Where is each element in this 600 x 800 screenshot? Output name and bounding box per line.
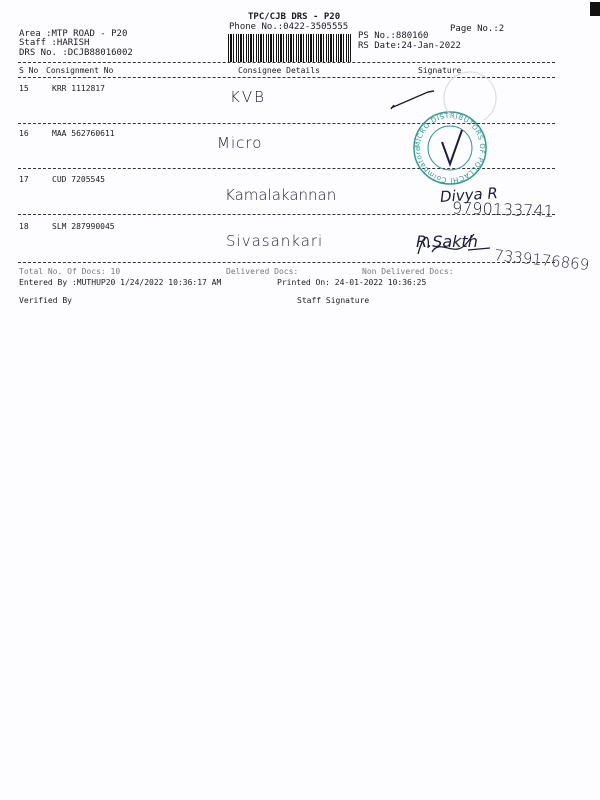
row-consignment: SLM 287990045	[52, 222, 115, 231]
column-header-consignment: Consignment No	[46, 66, 114, 75]
row-consignee-handwritten: Sivasankari	[226, 232, 324, 250]
verified-by-label: Verified By	[19, 296, 72, 305]
column-header-signature: Signature	[418, 66, 462, 75]
signature-scribble	[414, 228, 494, 260]
row-consignee-handwritten: KVB	[230, 88, 266, 106]
non-delivered-docs: Non Delivered Docs:	[362, 267, 454, 276]
divider	[18, 214, 555, 215]
company-stamp	[410, 108, 490, 188]
row-sno: 18	[19, 222, 29, 231]
entered-by: Entered By :MUTHUP20 1/24/2022 10:36:17 AM	[19, 278, 222, 287]
total-docs: Total No. Of Docs: 10	[19, 267, 121, 276]
area-field: Area :MTP ROAD - P20	[19, 29, 128, 39]
column-header-sno: S No	[19, 66, 39, 75]
receiver-phone-handwritten: 9790133741	[451, 198, 555, 221]
ps-number: PS No.:880160	[358, 31, 429, 41]
row-consignee-handwritten: Kamalakannan	[225, 186, 337, 204]
row-consignment: MAA 562760611	[52, 129, 115, 138]
phone-number: Phone No.:0422-3505555	[229, 22, 349, 32]
receiver-phone-handwritten: 7339176869	[493, 246, 591, 274]
row-sno: 16	[19, 129, 29, 138]
faint-stamp-ghost	[430, 70, 500, 120]
staff-field: Staff :HARISH	[19, 38, 90, 48]
row-consignee-handwritten: Micro	[217, 134, 263, 152]
row-sno: 15	[19, 84, 29, 93]
rs-date: RS Date:24-Jan-2022	[358, 41, 461, 51]
row-consignment: CUD 7205545	[52, 175, 105, 184]
delivered-docs: Delivered Docs:	[226, 267, 299, 276]
row-consignment: KRR 1112817	[52, 84, 105, 93]
column-header-consignee: Consignee Details	[238, 66, 320, 75]
staff-signature-label: Staff Signature	[297, 296, 370, 305]
page-number: Page No.:2	[450, 24, 505, 34]
scan-corner-mark	[590, 2, 600, 16]
divider	[18, 262, 555, 263]
printed-on: Printed On: 24-01-2022 10:36:25	[277, 278, 427, 287]
barcode	[228, 34, 351, 62]
receiver-signature-handwritten: R.Sakth	[416, 232, 478, 251]
drs-number: DRS No. :DCJB88016002	[19, 48, 133, 58]
divider	[18, 62, 555, 63]
row-sno: 17	[19, 175, 29, 184]
document-title: TPC/CJB DRS - P20	[248, 12, 341, 22]
receiver-name-handwritten: Divya R	[439, 184, 499, 206]
svg-text:MICRO DISTRIBUTORS OF POLLACHI: MICRO DISTRIBUTORS OF POLLACHI Coimbatore	[413, 111, 487, 185]
